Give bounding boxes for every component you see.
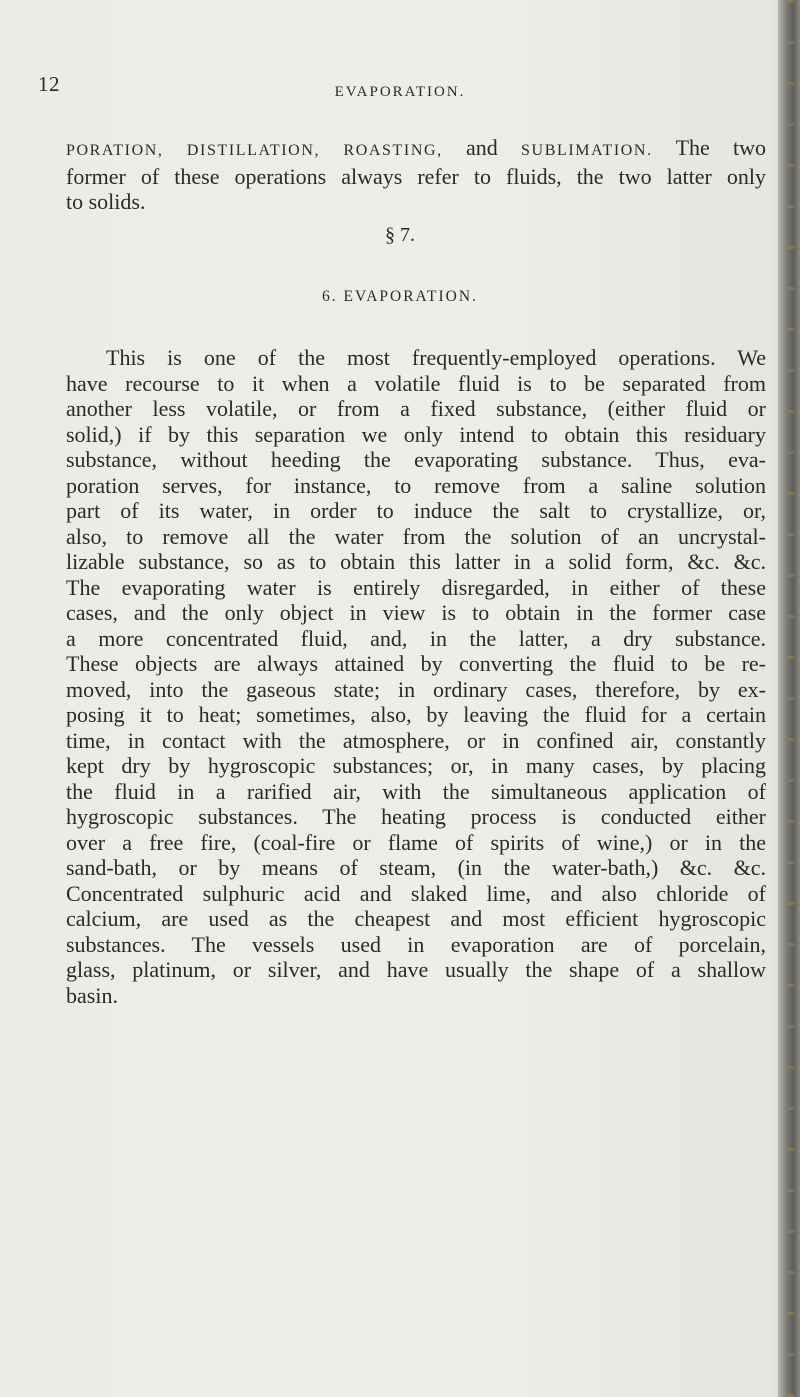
body-line: These objects are always attained by converting the fluid to be re-	[66, 651, 766, 676]
intro-line-1-caps-2: SUBLIMATION.	[521, 142, 653, 159]
running-head: EVAPORATION.	[334, 84, 466, 100]
intro-line-1	[66, 135, 766, 164]
body-line: another less volatile, or from a fixed substance, (either fluid or	[66, 396, 766, 421]
body-line: hygroscopic substances. The heating process is conducted either	[66, 804, 766, 829]
body-line: substance, without heeding the evaporating substance. Thus, eva-	[66, 447, 766, 472]
intro-line-3: to solids.	[66, 189, 146, 214]
body-line: solid,) if by this separation we only intend to obtain this residuary	[66, 421, 766, 447]
body-line: a more concentrated fluid, and, in the latter, a dry substance.	[66, 625, 766, 651]
body-line: time, in contact with the atmosphere, or in confined air, constantly	[66, 727, 766, 753]
intro-paragraph	[66, 135, 766, 215]
intro-line-1-rest: The two	[675, 135, 767, 160]
body-line: cases, and the only object in view is to obtain in the former case	[66, 600, 766, 625]
page-edge-flecks	[788, 0, 794, 1397]
body-line: poration serves, for instance, to remove from a saline solution	[66, 472, 766, 498]
body-line: This is one of the most frequently-employed operations. We	[106, 345, 766, 370]
intro-line-1-and: and	[466, 135, 498, 160]
page-number: 12	[38, 72, 60, 96]
body-line: The evaporating water is entirely disregarded, in either of these	[66, 574, 766, 600]
body-line: posing it to heat; sometimes, also, by leaving the fluid for a certain	[66, 702, 766, 727]
body-line: lizable substance, so as to obtain this latter in a solid form, &c. &c.	[66, 549, 766, 574]
body-line: sand-bath, or by means of steam, (in the water-bath,) &c. &c.	[66, 855, 766, 880]
body-line: the fluid in a rarified air, with the simultaneous application of	[66, 778, 766, 804]
body-line: calcium, are used as the cheapest and most efficient hygroscopic	[66, 906, 766, 931]
body-line: also, to remove all the water from the solution of an uncrystal-	[66, 523, 766, 549]
body-line: part of its water, in order to induce the salt to crystallize, or,	[66, 498, 766, 523]
body-line: glass, platinum, or silver, and have usually the shape of a shallow	[66, 957, 766, 982]
section-mark: § 7.	[385, 224, 415, 246]
section-title: 6. EVAPORATION.	[322, 288, 478, 305]
main-paragraph	[66, 345, 766, 1008]
intro-line-2: former of these operations always refer to fluids, the two latter only	[66, 163, 766, 189]
body-line: moved, into the gaseous state; in ordinary cases, therefore, by ex-	[66, 676, 766, 702]
intro-line-1-caps: PORATION, DISTILLATION, ROASTING,	[66, 142, 443, 159]
body-line: have recourse to it when a volatile fluid is to be separated from	[66, 370, 766, 396]
body-line: substances. The vessels used in evaporation are of porcelain,	[66, 931, 766, 957]
body-line: kept dry by hygroscopic substances; or, in many cases, by placing	[66, 753, 766, 778]
body-line: over a free fire, (coal-fire or flame of spirits of wine,) or in the	[66, 829, 766, 855]
body-line: Concentrated sulphuric acid and slaked lime, and also chloride of	[66, 880, 766, 906]
body-line: basin.	[66, 982, 118, 1008]
